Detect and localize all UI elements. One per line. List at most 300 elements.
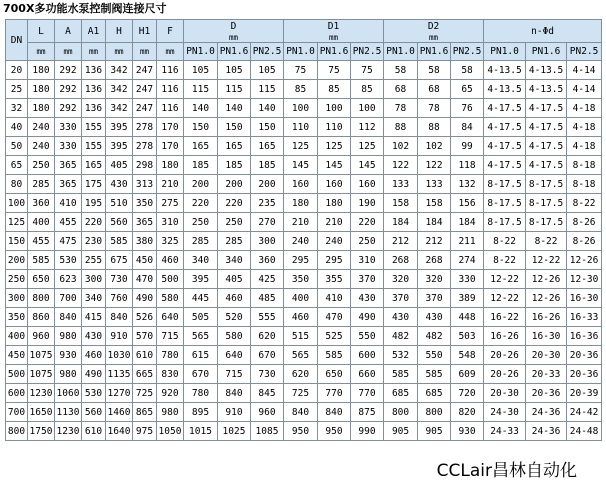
table-cell: 500 [6,365,28,384]
table-cell: 990 [351,422,384,441]
table-row [6,175,602,194]
table-cell: 510 [106,194,133,213]
table-cell: 133 [418,175,451,194]
table-cell: 340 [184,251,218,270]
table-cell: 895 [184,403,218,422]
table-cell: 116 [157,80,184,99]
table-cell: 268 [418,251,451,270]
table-cell: 4-17.5 [526,156,567,175]
table-cell: 760 [106,289,133,308]
table-cell: 75 [318,61,351,80]
table-cell: 430 [106,175,133,194]
table-cell: 8-17.5 [484,175,526,194]
table-cell: 340 [218,251,251,270]
table-cell: 930 [451,422,484,441]
table-cell: 905 [418,422,451,441]
table-row [6,137,602,156]
table-cell: 405 [106,156,133,175]
table-cell: 365 [133,213,157,232]
table-cell: 425 [251,270,284,289]
table-cell: 20-33 [526,365,567,384]
table-cell: 685 [418,384,451,403]
table-cell: 20-36 [567,365,602,384]
table-cell: 525 [318,327,351,346]
table-cell: 482 [418,327,451,346]
table-cell: 235 [251,194,284,213]
table-cell: 185 [251,156,284,175]
d1-pn16: PN1.6 [318,43,351,61]
table-cell: 730 [106,270,133,289]
table-cell: 8-22 [484,232,526,251]
table-cell: 170 [157,137,184,156]
header-d2 [384,20,484,43]
table-cell: 8-22 [567,194,602,213]
table-cell: 670 [251,346,284,365]
table-row [6,213,602,232]
table-cell: 1135 [106,365,133,384]
table-cell: 310 [157,213,184,232]
table-cell: 295 [284,251,318,270]
table-cell: 370 [351,270,384,289]
table-cell: 980 [157,403,184,422]
table-cell: 58 [384,61,418,80]
table-cell: 585 [418,365,451,384]
header-d1 [284,20,384,43]
table-cell: 325 [157,232,184,251]
table-cell: 180 [157,156,184,175]
table-cell: 8-18 [567,175,602,194]
d2-pn16: PN1.6 [418,43,451,61]
table-cell: 365 [55,156,82,175]
table-cell: 250 [6,270,28,289]
table-cell: 405 [218,270,251,289]
table-cell: 840 [55,308,82,327]
table-row [6,194,602,213]
table-cell: 230 [82,232,106,251]
table-cell: 158 [384,194,418,213]
table-cell: 88 [418,118,451,137]
table-cell: 910 [218,403,251,422]
table-cell: 160 [318,175,351,194]
table-cell: 430 [82,327,106,346]
table-cell: 112 [351,118,384,137]
table-cell: 25 [6,80,28,99]
table-cell: 700 [6,403,28,422]
table-cell: 725 [284,384,318,403]
table-cell: 116 [157,99,184,118]
table-cell: 1230 [55,422,82,441]
table-cell: 800 [6,422,28,441]
table-cell: 88 [384,118,418,137]
table-cell: 960 [28,327,55,346]
table-cell: 905 [384,422,418,441]
table-cell: 240 [28,118,55,137]
table-cell: 460 [284,308,318,327]
table-cell: 770 [318,384,351,403]
table-cell: 675 [106,251,133,270]
table-cell: 410 [55,194,82,213]
table-cell: 800 [384,403,418,422]
table-cell: 830 [157,365,184,384]
table-row [6,156,602,175]
table-cell: 24-48 [567,422,602,441]
table-cell: 125 [351,137,384,156]
table-cell: 350 [284,270,318,289]
table-row [6,403,602,422]
table-cell: 292 [55,80,82,99]
table-cell: 4-17.5 [484,99,526,118]
table-cell: 475 [55,232,82,251]
table-cell: 118 [451,156,484,175]
unit-a: mm [55,43,82,61]
table-cell: 410 [318,289,351,308]
table-cell: 250 [351,232,384,251]
table-cell: 400 [28,213,55,232]
table-row [6,118,602,137]
table-cell: 8-17.5 [526,213,567,232]
table-cell: 20-36 [567,346,602,365]
table-cell: 910 [106,327,133,346]
table-cell: 780 [184,384,218,403]
d2-pn25: PN2.5 [451,43,484,61]
table-cell: 780 [157,346,184,365]
table-cell: 342 [106,80,133,99]
table-cell: 16-26 [484,327,526,346]
table-cell: 105 [251,61,284,80]
table-cell: 24-36 [526,422,567,441]
table-cell: 250 [28,156,55,175]
table-cell: 180 [28,99,55,118]
table-cell: 800 [418,403,451,422]
table-cell: 110 [318,118,351,137]
table-cell: 1270 [106,384,133,403]
table-cell: 342 [106,61,133,80]
table-cell: 220 [351,213,384,232]
table-cell: 145 [351,156,384,175]
table-row [6,80,602,99]
table-cell: 4-17.5 [526,137,567,156]
table-cell: 4-14 [567,61,602,80]
table-cell: 4-13.5 [526,61,567,80]
table-cell: 102 [418,137,451,156]
table-cell: 330 [55,118,82,137]
table-cell: 184 [451,213,484,232]
table-cell: 250 [184,213,218,232]
table-cell: 4-17.5 [526,99,567,118]
table-cell: 609 [451,365,484,384]
header-nd: n-Φd [484,20,602,43]
table-cell: 12-22 [484,270,526,289]
table-cell: 184 [418,213,451,232]
table-cell: 75 [284,61,318,80]
table-cell: 122 [384,156,418,175]
table-cell: 24-42 [567,403,602,422]
table-cell: 285 [218,232,251,251]
table-cell: 615 [184,346,218,365]
table-cell: 8-26 [567,213,602,232]
table-cell: 247 [133,80,157,99]
table-cell: 300 [82,270,106,289]
table-cell: 585 [106,232,133,251]
table-cell: 448 [451,308,484,327]
table-cell: 16-30 [526,327,567,346]
table-cell: 620 [251,327,284,346]
table-cell: 560 [106,213,133,232]
table-cell: 274 [451,251,484,270]
table-cell: 1025 [218,422,251,441]
table-cell: 1650 [28,403,55,422]
table-cell: 160 [351,175,384,194]
header-d [184,20,284,43]
table-cell: 400 [6,327,28,346]
header-row-sub [6,43,602,61]
table-cell: 840 [318,403,351,422]
table-cell: 140 [184,99,218,118]
table-cell: 145 [318,156,351,175]
table-cell: 460 [218,289,251,308]
table-cell: 490 [351,308,384,327]
table-cell: 920 [157,384,184,403]
table-cell: 278 [133,118,157,137]
table-cell: 490 [82,365,106,384]
table-cell: 330 [451,270,484,289]
table-cell: 950 [284,422,318,441]
table-cell: 470 [133,270,157,289]
table-cell: 184 [384,213,418,232]
table-cell: 165 [218,137,251,156]
table-cell: 455 [28,232,55,251]
table-cell: 530 [82,384,106,403]
table-cell: 1640 [106,422,133,441]
header-dn: DN [6,20,28,61]
table-cell: 365 [55,175,82,194]
table-cell: 1050 [157,422,184,441]
table-cell: 460 [157,251,184,270]
table-cell: 255 [82,251,106,270]
table-cell: 20-30 [526,346,567,365]
table-cell: 715 [218,365,251,384]
table-cell: 99 [451,137,484,156]
table-cell: 650 [28,270,55,289]
table-cell: 16-36 [567,327,602,346]
table-cell: 1075 [28,365,55,384]
table-cell: 4-14 [567,80,602,99]
table-cell: 150 [184,118,218,137]
table-cell: 505 [184,308,218,327]
table-cell: 140 [251,99,284,118]
table-cell: 300 [6,289,28,308]
table-cell: 660 [351,365,384,384]
table-cell: 12-26 [567,251,602,270]
table-cell: 490 [133,289,157,308]
table-cell: 16-22 [484,308,526,327]
table-cell: 115 [218,80,251,99]
table-cell: 470 [318,308,351,327]
table-cell: 580 [218,327,251,346]
table-row [6,422,602,441]
header-h: H [106,20,133,43]
table-cell: 180 [284,194,318,213]
nd-pn10: PN1.0 [484,43,526,61]
d1-pn10: PN1.0 [284,43,318,61]
table-cell: 300 [251,232,284,251]
table-cell: 1230 [28,384,55,403]
table-cell: 585 [318,346,351,365]
table-cell: 532 [384,346,418,365]
table-cell: 116 [157,61,184,80]
table-cell: 136 [82,80,106,99]
table-cell: 550 [418,346,451,365]
table-cell: 292 [55,61,82,80]
unit-a1: mm [82,43,106,61]
table-cell: 342 [106,99,133,118]
table-cell: 12-26 [526,270,567,289]
table-cell: 150 [251,118,284,137]
nd-pn16: PN1.6 [526,43,567,61]
table-cell: 555 [251,308,284,327]
table-cell: 4-18 [567,137,602,156]
table-cell: 720 [451,384,484,403]
table-cell: 156 [451,194,484,213]
unit-l: mm [28,43,55,61]
table-cell: 136 [82,99,106,118]
table-cell: 845 [251,384,284,403]
table-cell: 310 [351,251,384,270]
table-cell: 170 [157,118,184,137]
table-cell: 400 [284,289,318,308]
table-cell: 212 [384,232,418,251]
table-cell: 730 [251,365,284,384]
table-cell: 24-30 [484,403,526,422]
table-cell: 110 [284,118,318,137]
table-cell: 185 [218,156,251,175]
table-cell: 430 [384,308,418,327]
header-h1: H1 [133,20,157,43]
table-cell: 85 [351,80,384,99]
nd-pn25: PN2.5 [567,43,602,61]
table-cell: 865 [133,403,157,422]
table-cell: 8-18 [567,156,602,175]
table-cell: 20-26 [484,365,526,384]
table-cell: 250 [218,213,251,232]
table-cell: 8-17.5 [484,194,526,213]
table-cell: 285 [28,175,55,194]
table-cell: 155 [82,118,106,137]
table-cell: 548 [451,346,484,365]
table-cell: 640 [157,308,184,327]
table-cell: 68 [418,80,451,99]
table-cell: 175 [82,175,106,194]
table-cell: 50 [6,137,28,156]
table-cell: 40 [6,118,28,137]
table-cell: 84 [451,118,484,137]
table-cell: 275 [157,194,184,213]
table-cell: 165 [184,137,218,156]
table-cell: 285 [184,232,218,251]
table-cell: 76 [451,99,484,118]
watermark: CCLair昌林自动化 [436,461,577,481]
table-cell: 950 [318,422,351,441]
table-cell: 190 [351,194,384,213]
table-cell: 840 [106,308,133,327]
table-cell: 8-26 [567,232,602,251]
table-cell: 500 [157,270,184,289]
unit-f: mm [157,43,184,61]
table-row [6,327,602,346]
table-cell: 155 [82,137,106,156]
table-cell: 195 [82,194,106,213]
table-cell: 650 [318,365,351,384]
table-cell: 875 [351,403,384,422]
table-row [6,384,602,403]
table-cell: 200 [184,175,218,194]
table-cell: 600 [6,384,28,403]
table-cell: 800 [28,289,55,308]
table-cell: 133 [384,175,418,194]
header-d-unit: mm [228,33,239,42]
table-row [6,232,602,251]
table-cell: 240 [318,232,351,251]
table-cell: 20-39 [567,384,602,403]
table-cell: 389 [451,289,484,308]
table-cell: 370 [418,289,451,308]
d-pn10: PN1.0 [184,43,218,61]
header-f: F [157,20,184,43]
table-cell: 320 [418,270,451,289]
table-row [6,308,602,327]
table-cell: 1060 [55,384,82,403]
table-cell: 770 [351,384,384,403]
table-cell: 395 [184,270,218,289]
table-cell: 610 [133,346,157,365]
table-cell: 16-30 [567,289,602,308]
table-row [6,270,602,289]
table-cell: 136 [82,61,106,80]
table-cell: 1750 [28,422,55,441]
table-cell: 240 [284,232,318,251]
table-cell: 8-22 [526,232,567,251]
table-cell: 503 [451,327,484,346]
table-cell: 700 [55,289,82,308]
table-cell: 725 [133,384,157,403]
table-cell: 20-30 [484,384,526,403]
table-cell: 8-17.5 [526,194,567,213]
d-pn16: PN1.6 [218,43,251,61]
table-cell: 415 [82,308,106,327]
table-cell: 395 [106,137,133,156]
table-cell: 4-17.5 [484,156,526,175]
table-cell: 350 [6,308,28,327]
table-cell: 585 [28,251,55,270]
table-row [6,365,602,384]
table-cell: 150 [218,118,251,137]
table-cell: 180 [318,194,351,213]
table-cell: 370 [384,289,418,308]
table-cell: 1075 [28,346,55,365]
unit-h1: mm [133,43,157,61]
table-cell: 313 [133,175,157,194]
table-cell: 185 [184,156,218,175]
table-cell: 685 [384,384,418,403]
table-cell: 665 [133,365,157,384]
table-cell: 1460 [106,403,133,422]
table-cell: 85 [318,80,351,99]
table-cell: 840 [218,384,251,403]
table-cell: 158 [418,194,451,213]
table-cell: 1015 [184,422,218,441]
table-cell: 32 [6,99,28,118]
table-row [6,346,602,365]
